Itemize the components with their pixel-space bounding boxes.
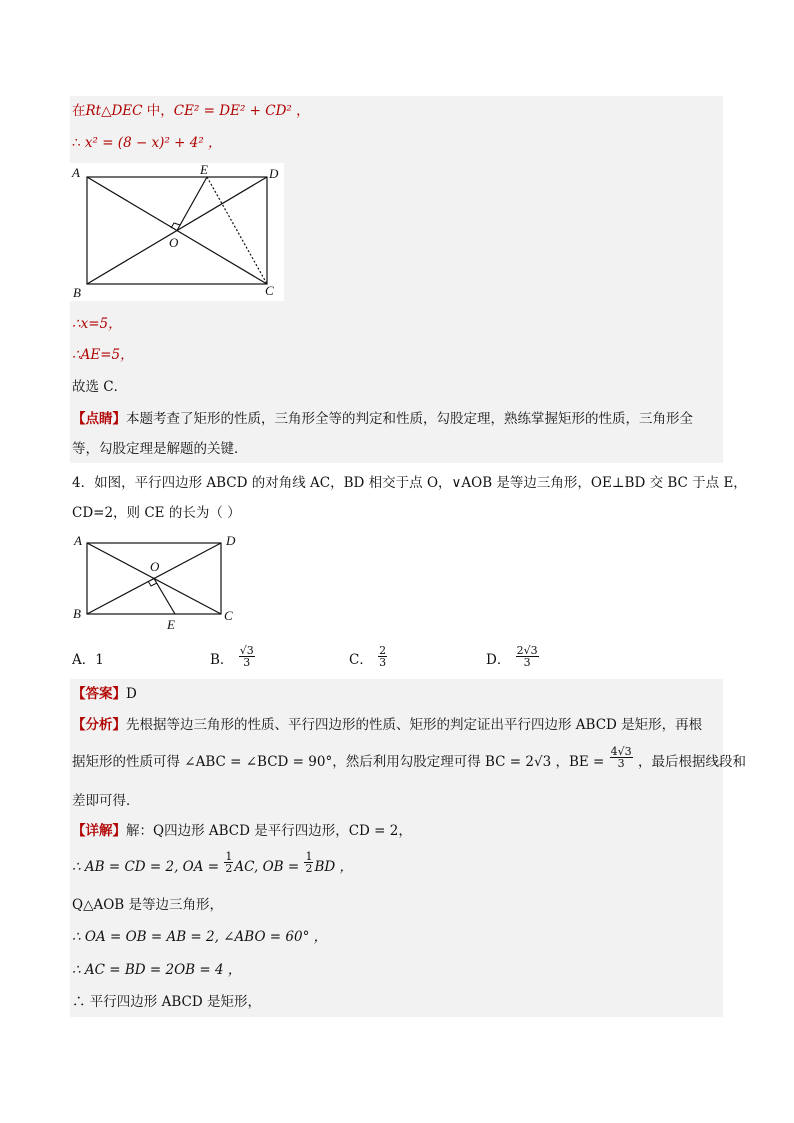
detail-line-6 xyxy=(72,993,261,1011)
option-c-fraction xyxy=(378,645,387,668)
text: ∴ AB = CD = 2, OA = xyxy=(72,859,220,875)
option-d-fraction xyxy=(516,645,539,668)
text: AC, OB = xyxy=(234,859,300,875)
detail-line-3 xyxy=(72,896,223,914)
denominator: 2 xyxy=(305,862,313,875)
option-b-fraction xyxy=(239,645,255,668)
numerator: 1 xyxy=(305,850,313,863)
numerator: 2 xyxy=(379,644,387,657)
question-text: 4．如图，平行四边形 ABCD 的对角线 AC，BD 相交于点 O，∨AOB 是等边三角形，OE⊥BD 交 BC 于点 E， xyxy=(72,475,747,491)
detail-tag: 【详解】 xyxy=(72,823,126,839)
label-b: B xyxy=(73,285,81,300)
figure-1-rectangle xyxy=(70,163,284,301)
detail-line-1 xyxy=(72,822,412,840)
text: ， xyxy=(291,103,310,119)
label-o: O xyxy=(150,559,160,574)
option-c xyxy=(349,644,388,669)
denominator: 3 xyxy=(243,656,251,669)
option-d-label: D． xyxy=(486,652,511,668)
denominator: 3 xyxy=(379,656,387,669)
text: 先根据等边三角形的性质、平行四边形的性质、矩形的判定证出平行四边形 ABCD 是矩形，再根 xyxy=(126,717,703,733)
option-a xyxy=(72,648,104,668)
comment-line-1 xyxy=(72,410,693,428)
solution-line-4 xyxy=(72,346,134,364)
label-e: E xyxy=(200,163,208,177)
label-a: A xyxy=(72,165,80,180)
question-4-line-2 xyxy=(72,504,241,522)
answer-value: D xyxy=(126,686,137,702)
text: 差即可得． xyxy=(72,793,140,809)
numerator: √3 xyxy=(239,644,254,657)
text: BD ， xyxy=(314,859,354,875)
denominator: 3 xyxy=(523,656,531,669)
option-a-label: A．1 xyxy=(72,652,104,668)
text: 解：Q四边形 ABCD 是平行四边形，CD = 2， xyxy=(126,823,412,839)
text: 在 xyxy=(72,103,86,119)
analysis-line-2 xyxy=(72,745,746,771)
equation: x² = (8 − x)² + 4² ， xyxy=(84,135,222,151)
answer-line xyxy=(72,685,137,703)
numerator: 2√3 xyxy=(516,644,538,657)
text: ∴ 平行四边形 ABCD 是矩形， xyxy=(72,994,261,1010)
text: ∴ AC = BD = 2OB = 4 ， xyxy=(72,962,242,978)
label-b: B xyxy=(73,606,81,621)
label-d: D xyxy=(226,533,236,548)
figure-2-parallelogram xyxy=(70,530,250,635)
be-fraction xyxy=(610,746,633,769)
comment-line-2 xyxy=(72,440,248,458)
label-c: C xyxy=(265,283,274,298)
text: ，最后根据线段和 xyxy=(637,754,746,770)
solution-line-5 xyxy=(72,378,127,396)
option-c-label: C． xyxy=(349,652,373,668)
text: 等，勾股定理是解题的关键． xyxy=(72,441,248,457)
option-d xyxy=(486,644,540,669)
label-e: E xyxy=(167,617,175,632)
denominator: 2 xyxy=(225,862,233,875)
analysis-line-1 xyxy=(72,716,702,734)
solution-line-3 xyxy=(72,315,122,333)
denominator: 3 xyxy=(617,757,625,770)
text: ∴AE=5， xyxy=(72,347,134,363)
numerator: 1 xyxy=(225,850,233,863)
option-b-label: B． xyxy=(210,652,234,668)
text: Q△AOB 是等边三角形， xyxy=(72,897,223,913)
question-4-line-1 xyxy=(72,474,747,492)
text: 据矩形的性质可得 ∠ABC = ∠BCD = 90°，然后利用勾股定理可得 BC = 2√3 ，BE = xyxy=(72,754,605,770)
solution-line-1 xyxy=(72,102,310,120)
label-c: C xyxy=(224,608,233,623)
half-fraction-2 xyxy=(304,851,313,874)
label-d: D xyxy=(269,166,279,181)
label-a: A xyxy=(74,533,82,548)
option-b xyxy=(210,644,256,669)
text: ∴x=5， xyxy=(72,316,122,332)
question-text: CD=2，则 CE 的长为（ ） xyxy=(72,505,241,521)
analysis-tag: 【分析】 xyxy=(72,717,126,733)
detail-line-4 xyxy=(72,928,327,946)
numerator: 4√3 xyxy=(610,745,632,758)
detail-line-2 xyxy=(72,850,354,876)
answer-tag: 【答案】 xyxy=(72,686,126,702)
text: 本题考查了矩形的性质，三角形全等的判定和性质，勾股定理，熟练掌握矩形的性质，三角形全 xyxy=(126,411,693,427)
comment-tag: 【点睛】 xyxy=(72,411,126,427)
triangle-name: Rt△DEC xyxy=(85,103,143,119)
detail-line-5 xyxy=(72,961,241,979)
half-fraction-1 xyxy=(224,851,233,874)
solution-line-2 xyxy=(72,134,222,152)
equation: CE² = DE² + CD² xyxy=(173,103,292,119)
label-o: O xyxy=(169,235,179,250)
text: 中， xyxy=(142,103,174,119)
text: ∴ OA = OB = AB = 2, ∠ABO = 60° ， xyxy=(72,929,328,945)
analysis-line-3 xyxy=(72,792,140,810)
therefore-symbol: ∴ xyxy=(72,135,81,151)
text: 故选 C． xyxy=(72,379,128,395)
